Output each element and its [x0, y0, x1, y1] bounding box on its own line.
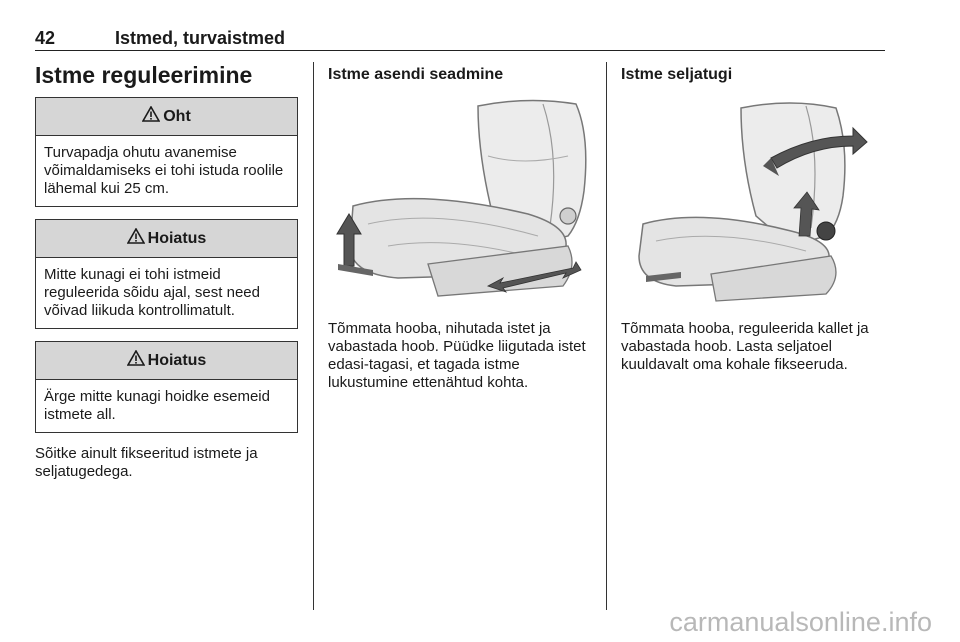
watermark: carmanualsonline.info [669, 607, 932, 637]
warning-box-title: Hoiatus [147, 229, 207, 247]
warning-box-text: Mitte kunagi ei tohi istmeid reguleerida sõidu ajal, sest need võivad liikuda kontrollimatult. [44, 266, 260, 319]
warning-box-text: Turvapadja ohutu avanemise võimaldamiseks ei tohi istuda roolile lähemal kui 25 cm. [44, 144, 284, 197]
warning-triangle-icon [127, 350, 145, 371]
section-title: Istme reguleerimine [35, 62, 253, 88]
fixed-seats-note: Sõitke ainult fikseeritud istmete ja seljatugedega. [35, 445, 258, 480]
seat-slide-illustration [328, 96, 592, 309]
seat-position-heading: Istme asendi seadmine [328, 66, 504, 83]
backrest-text: Tõmmata hooba, reguleerida kallet ja vabastada hoob. Lasta seljatoel kuuldavalt oma kohale fikseeruda. [621, 320, 869, 373]
warning-triangle-icon [127, 228, 145, 249]
warning-box-caution-2 [35, 341, 298, 433]
warning-triangle-icon [142, 106, 160, 127]
warning-box-title: Oht [163, 107, 191, 125]
warning-box-header [36, 98, 297, 136]
warning-box-caution-1 [35, 219, 298, 329]
backrest-heading: Istme seljatugi [621, 66, 733, 83]
backrest-illustration [621, 96, 885, 309]
chapter-title: Istmed, turvaistmed [115, 28, 286, 48]
warning-box-title: Hoiatus [147, 351, 207, 369]
warning-box-header [36, 220, 297, 258]
page-header [35, 28, 885, 51]
column-left [35, 97, 298, 481]
warning-box-text: Ärge mitte kunagi hoidke esemeid istmete all. [44, 388, 270, 423]
warning-box-header [36, 342, 297, 380]
column-divider [313, 62, 314, 610]
warning-box-danger [35, 97, 298, 207]
seat-position-text: Tõmmata hooba, nihutada istet ja vabastada hoob. Püüdke liigutada istet edasi-tagasi, et tagada istme lukustumine ettenähtud kohta. [328, 320, 586, 391]
column-divider [606, 62, 607, 610]
page-number: 42 [35, 28, 56, 48]
